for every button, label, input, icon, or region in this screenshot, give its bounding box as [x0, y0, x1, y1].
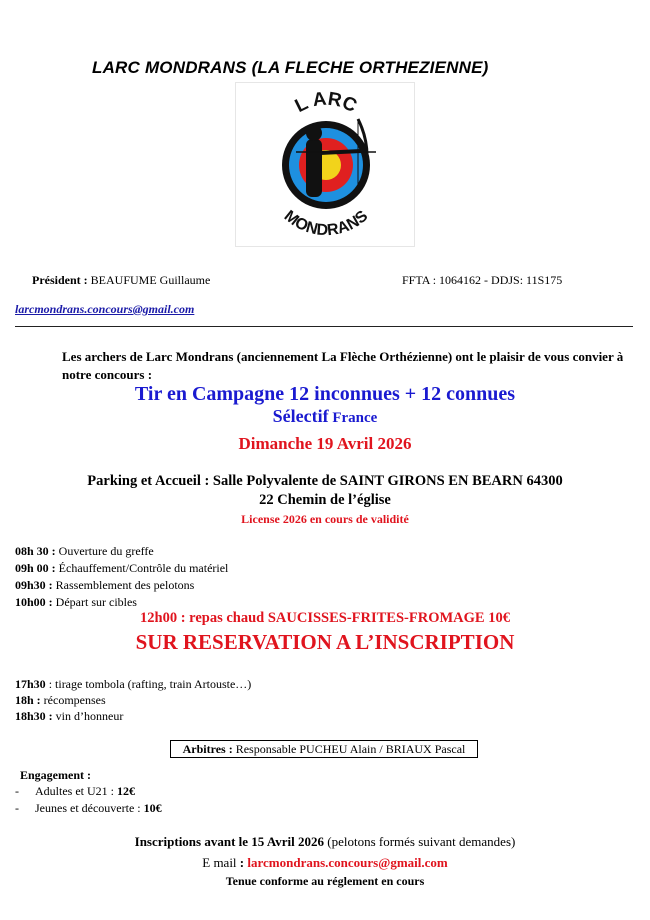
contact-email-link[interactable]: larcmondrans.concours@gmail.com: [15, 302, 195, 316]
footer-email-link[interactable]: larcmondrans.concours@gmail.com: [247, 855, 448, 870]
president-line: [32, 273, 210, 288]
schedule-item: 10h00 : Départ sur cibles: [15, 595, 137, 609]
logo-text-bottom: MONDRANS: [280, 207, 372, 240]
schedule-item: 17h30 : tirage tombola (rafting, train Artouste…): [15, 677, 252, 691]
license-note: License 2026 en cours de validité: [241, 512, 409, 526]
engagement-item: - Jeunes et découverte : 10€: [15, 801, 162, 815]
selectif-big: Sélectif: [272, 406, 329, 426]
lunch-info: 12h00 : repas chaud SAUCISSES-FRITES-FROMAGE 10€: [140, 610, 510, 626]
engagement-title: Engagement :: [20, 768, 91, 782]
schedule-item: 09h 00 : Échauffement/Contrôle du matériel: [15, 561, 229, 575]
venue-address: 22 Chemin de l’église: [259, 492, 391, 508]
club-logo: [235, 82, 415, 247]
president-label: Président :: [32, 273, 88, 287]
arbitres-names: Responsable PUCHEU Alain / BRIAUX Pascal: [232, 742, 466, 756]
reservation-notice: SUR RESERVATION A L’INSCRIPTION: [135, 630, 515, 654]
schedule-item: 18h : récompenses: [15, 693, 106, 707]
dress-code: Tenue conforme au réglement en cours: [225, 874, 425, 888]
arbitres-box: [170, 740, 478, 758]
schedule-item: 18h30 : vin d’honneur: [15, 709, 124, 723]
ffta-number: FFTA : 1064162 - DDJS: 11S175: [402, 273, 563, 287]
event-selectif: [0, 406, 650, 427]
event-date: Dimanche 19 Avril 2026: [238, 434, 412, 453]
event-name: Tir en Campagne 12 inconnues + 12 connues: [134, 383, 516, 405]
divider: [15, 326, 633, 327]
logo-text-top: L ARC: [291, 88, 360, 118]
page-title: LARC MONDRANS (LA FLECHE ORTHEZIENNE): [92, 58, 489, 77]
president-name: BEAUFUME Guillaume: [87, 273, 211, 287]
intro-text: Les archers de Larc Mondrans (anciennement La Flèche Orthézienne) ont le plaisir de vous convier à notre concours :: [62, 349, 624, 382]
email-label: E mail :: [202, 855, 245, 870]
schedule-item: 09h30 : Rassemblement des pelotons: [15, 578, 195, 592]
arbitres-label: Arbitres :: [182, 742, 233, 756]
selectif-small: France: [328, 410, 378, 426]
venue-parking: Parking et Accueil : Salle Polyvalente de SAINT GIRONS EN BEARN 64300: [87, 473, 563, 489]
schedule-item: 08h 30 : Ouverture du greffe: [15, 544, 154, 558]
inscriptions-deadline: Inscriptions avant le 15 Avril 2026 (pelotons formés suivant demandes): [134, 834, 516, 849]
engagement-item: - Adultes et U21 : 12€: [15, 784, 135, 798]
footer-email-line: [0, 855, 650, 871]
archer-target-logo-icon: [236, 83, 414, 246]
